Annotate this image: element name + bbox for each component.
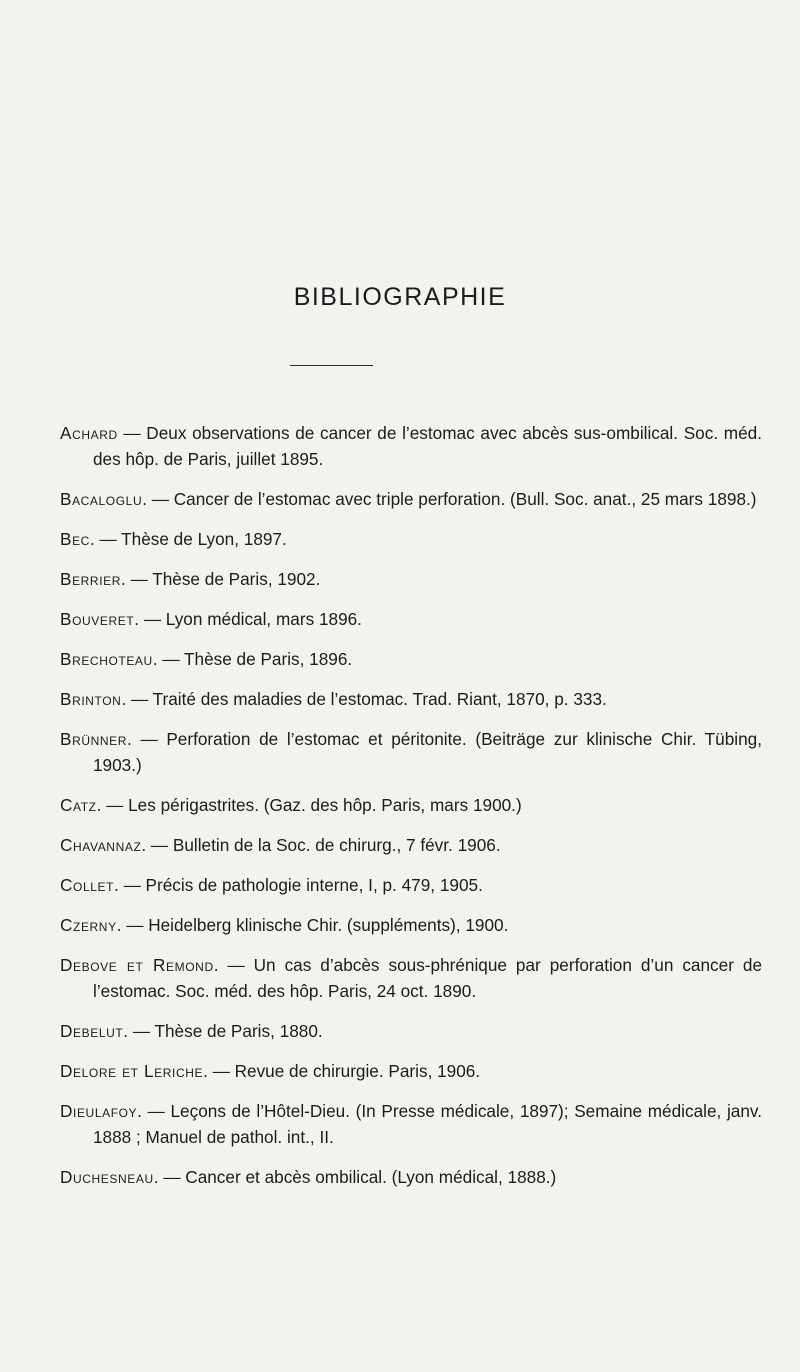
entry-separator: . — xyxy=(96,795,129,815)
entry-text: Bulletin de la Soc. de chirurg., 7 févr. 1906. xyxy=(172,835,501,855)
bibliography-entry xyxy=(60,832,762,858)
title-divider xyxy=(290,365,373,366)
entry-text: Cancer et abcès ombilical. (Lyon médical, 1888.) xyxy=(185,1167,557,1187)
entry-separator: . — xyxy=(137,1101,171,1121)
entry-separator: . — xyxy=(121,569,153,589)
entry-author: Chavannaz xyxy=(60,835,142,855)
entry-author: Czerny xyxy=(60,915,117,935)
entry-separator: . — xyxy=(121,689,153,709)
entry-separator: . — xyxy=(123,1021,155,1041)
page-title: BIBLIOGRAPHIE xyxy=(293,283,507,311)
bibliography-entry xyxy=(60,792,762,818)
entry-text: Lyon médical, mars 1896. xyxy=(165,609,362,629)
entry-text: Précis de pathologie interne, I, p. 479, 1905. xyxy=(145,875,483,895)
entry-author: Duchesneau xyxy=(60,1167,154,1187)
bibliography-entry xyxy=(60,1058,762,1084)
entry-separator: . — xyxy=(127,729,167,749)
entry-text: Deux observations de cancer de l’estomac avec abcès sus-ombilical. Soc. méd. des hôp. de Paris, juillet 1895. xyxy=(93,423,762,469)
bibliography-entry xyxy=(60,726,762,778)
bibliography-entry xyxy=(60,646,762,672)
entry-separator: . — xyxy=(153,1167,186,1187)
entry-author: Debelut xyxy=(60,1021,124,1041)
entry-author: Dieulafoy xyxy=(60,1101,138,1121)
bibliography-entry xyxy=(60,1098,762,1150)
entry-separator: . — xyxy=(89,529,122,549)
bibliography-entry xyxy=(60,606,762,632)
entry-text: Heidelberg klinische Chir. (suppléments), 1900. xyxy=(148,915,509,935)
entry-separator: . — xyxy=(134,609,166,629)
entry-author: Brünner xyxy=(60,729,127,749)
entry-text: Thèse de Paris, 1902. xyxy=(152,569,321,589)
bibliography-entry xyxy=(60,1018,762,1044)
entry-text: Traité des maladies de l’estomac. Trad. Riant, 1870, p. 333. xyxy=(152,689,607,709)
bibliography-entry xyxy=(60,1164,762,1190)
bibliography-list xyxy=(60,420,762,1204)
entry-separator: . — xyxy=(203,1061,235,1081)
entry-separator: . — xyxy=(213,955,254,975)
entry-separator: . — xyxy=(114,875,146,895)
entry-text: Revue de chirurgie. Paris, 1906. xyxy=(234,1061,481,1081)
entry-text: Un cas d’abcès sous-phrénique par perforation d’un cancer de l’estomac. Soc. méd. des hôp. Paris, 24 oct. 1890. xyxy=(93,955,763,1001)
entry-text: Thèse de Paris, 1880. xyxy=(154,1021,323,1041)
entry-author: Collet xyxy=(60,875,115,895)
entry-author: Debove et Remond xyxy=(60,955,214,975)
bibliography-entry xyxy=(60,420,762,472)
entry-text: Leçons de l’Hôtel-Dieu. (In Presse médicale, 1897); Semaine médicale, janv. 1888 ; Manuel de pathol. int., II. xyxy=(93,1101,762,1147)
entry-author: Brechoteau xyxy=(60,649,153,669)
entry-author: Bec xyxy=(60,529,90,549)
bibliography-entry xyxy=(60,686,762,712)
bibliography-entry xyxy=(60,952,762,1004)
bibliography-entry xyxy=(60,872,762,898)
entry-separator: . — xyxy=(116,915,149,935)
entry-text: Thèse de Lyon, 1897. xyxy=(121,529,287,549)
entry-text: Thèse de Paris, 1896. xyxy=(184,649,353,669)
entry-author: Achard xyxy=(60,423,118,443)
bibliography-entry xyxy=(60,566,762,592)
entry-author: Brinton xyxy=(60,689,122,709)
entry-author: Catz xyxy=(60,795,97,815)
entry-author: Berrier xyxy=(60,569,122,589)
entry-author: Bouveret xyxy=(60,609,135,629)
bibliography-entry xyxy=(60,486,762,512)
bibliography-entry xyxy=(60,912,762,938)
entry-separator: . — xyxy=(142,489,174,509)
entry-author: Delore et Leriche xyxy=(60,1061,204,1081)
entry-separator: . — xyxy=(141,835,173,855)
entry-separator: . — xyxy=(152,649,185,669)
entry-text: Les périgastrites. (Gaz. des hôp. Paris, mars 1900.) xyxy=(128,795,522,815)
entry-text: Perforation de l’estomac et péritonite. (Beiträge zur klinische Chir. Tübing, 1903.) xyxy=(93,729,763,775)
bibliography-entry xyxy=(60,526,762,552)
entry-author: Bacaloglu xyxy=(60,489,143,509)
entry-separator: — xyxy=(117,423,147,443)
entry-text: Cancer de l’estomac avec triple perforation. (Bull. Soc. anat., 25 mars 1898.) xyxy=(173,489,757,509)
